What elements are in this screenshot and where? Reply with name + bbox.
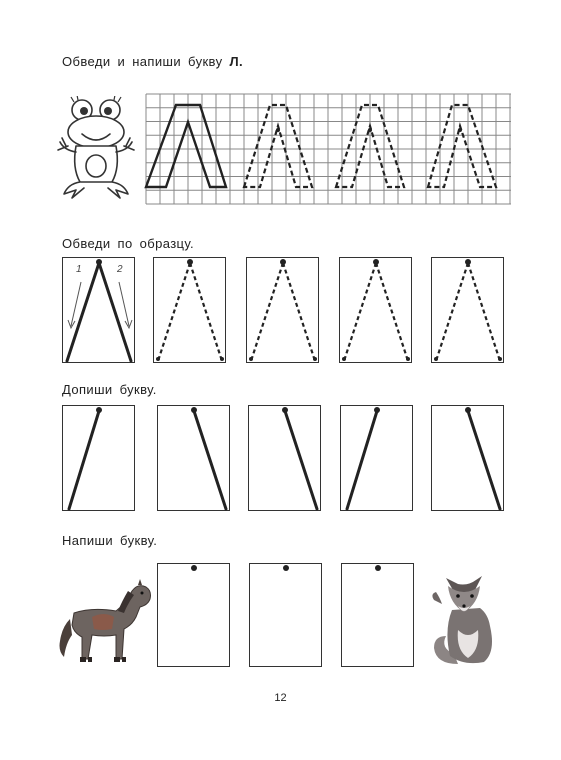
complete-box[interactable] xyxy=(62,405,135,511)
instruction-trace-sample: Обведи по образцу. xyxy=(62,236,195,251)
tracing-grid xyxy=(146,94,511,204)
complete-box[interactable] xyxy=(431,405,504,511)
letter-sample-outline xyxy=(146,105,226,187)
stroke-number-1: 1 xyxy=(76,264,82,275)
complete-box[interactable] xyxy=(340,405,413,511)
horse-illustration xyxy=(52,577,156,665)
instruction-write-letter: Напиши букву. xyxy=(62,533,158,548)
trace-box[interactable] xyxy=(246,257,319,363)
write-box[interactable] xyxy=(249,563,322,667)
target-letter: Л. xyxy=(229,54,244,69)
complete-box[interactable] xyxy=(157,405,230,511)
letter-dotted-3 xyxy=(428,105,496,187)
trace-box[interactable] xyxy=(431,257,504,363)
write-box[interactable] xyxy=(341,563,414,667)
write-box[interactable] xyxy=(157,563,230,667)
instruction-text: Обведи и напиши букву xyxy=(62,54,223,69)
instruction-complete-letter: Допиши букву. xyxy=(62,382,157,397)
fox-illustration xyxy=(428,570,512,668)
trace-box[interactable] xyxy=(153,257,226,363)
page-number: 12 xyxy=(274,692,287,704)
frog-illustration xyxy=(56,96,140,200)
sample-box xyxy=(62,257,135,363)
trace-box[interactable] xyxy=(339,257,412,363)
stroke-number-2: 2 xyxy=(117,264,123,275)
instruction-trace-and-write xyxy=(62,54,243,69)
complete-box[interactable] xyxy=(248,405,321,511)
letter-dotted-1 xyxy=(244,105,312,187)
